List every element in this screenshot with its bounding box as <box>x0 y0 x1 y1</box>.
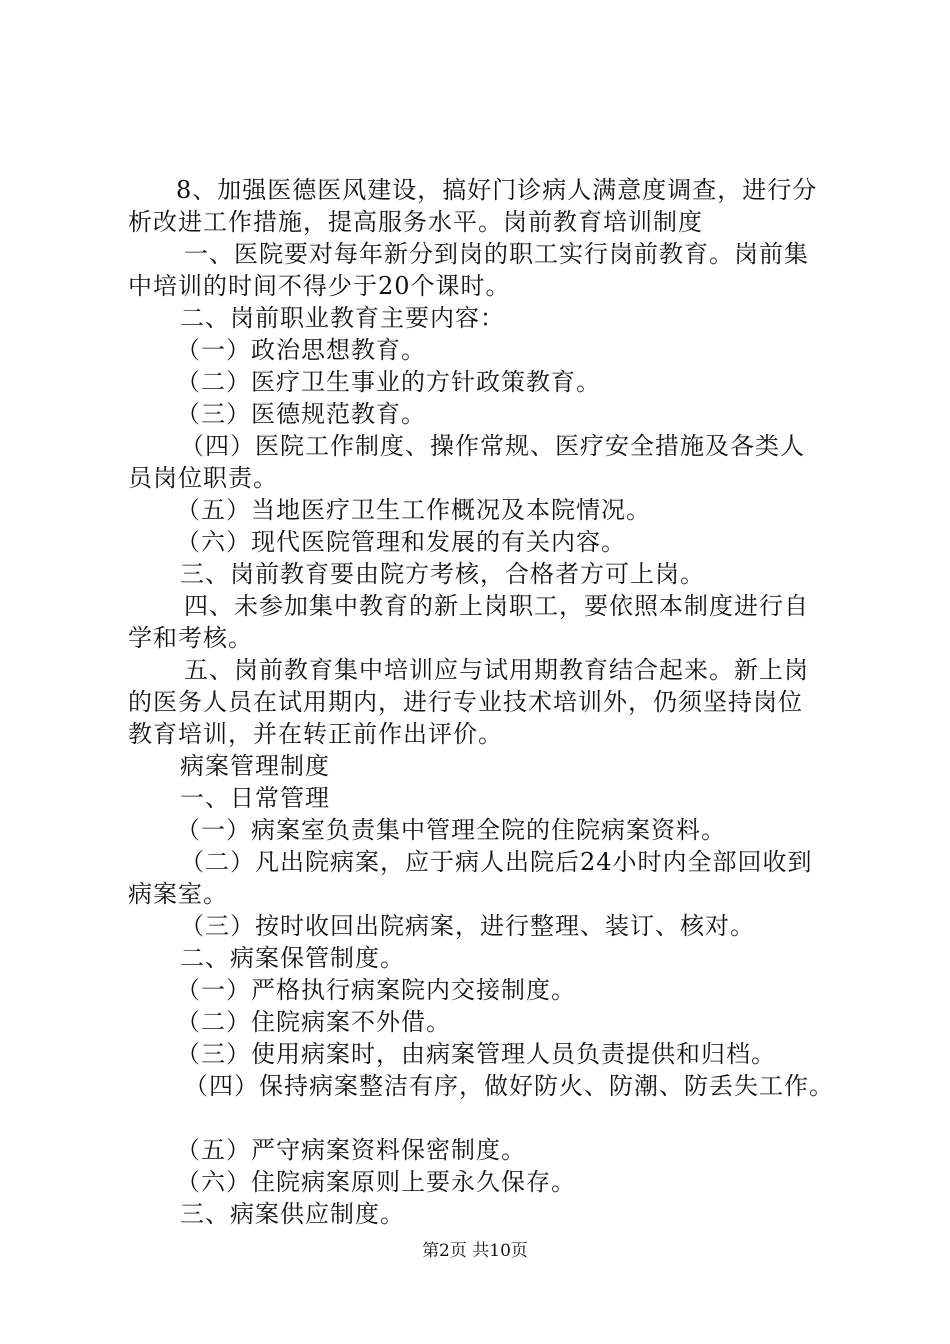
text-line: 的医务人员在试用期内，进行专业技术培训外，仍须坚持岗位 <box>128 688 803 716</box>
text-line: （三）使用病案时，由病案管理人员负责提供和归档。 <box>176 1040 776 1068</box>
text-line: 病案管理制度 <box>180 752 330 780</box>
text-line: 三、病案供应制度。 <box>180 1200 405 1228</box>
text-line: 员岗位职责。 <box>128 464 278 492</box>
text-line: （一）政治思想教育。 <box>176 336 426 364</box>
text-line: 教育培训，并在转正前作出评价。 <box>128 720 503 748</box>
text-line: 四、未参加集中教育的新上岗职工，要依照本制度进行自 <box>184 592 809 620</box>
text-line: 8、加强医德医风建设，搞好门诊病人满意度调查，进行分 <box>176 176 818 204</box>
text-line: （二）住院病案不外借。 <box>176 1008 451 1036</box>
text-line: 病案室。 <box>128 880 228 908</box>
text-line: 一、医院要对每年新分到岗的职工实行岗前教育。岗前集 <box>184 240 809 268</box>
text-line: 一、日常管理 <box>180 784 330 812</box>
text-line: （六）现代医院管理和发展的有关内容。 <box>176 528 626 556</box>
page-footer: 第2页 共10页 <box>422 1241 528 1261</box>
text-line: 五、岗前教育集中培训应与试用期教育结合起来。新上岗 <box>184 656 809 684</box>
text-line: 二、病案保管制度。 <box>180 944 405 972</box>
text-line: （五）严守病案资料保密制度。 <box>176 1136 526 1164</box>
text-line: （三）按时收回出院病案，进行整理、装订、核对。 <box>180 912 755 940</box>
text-line: （四）保持病案整洁有序，做好防火、防潮、防丢失工作。 <box>184 1072 834 1100</box>
text-line: （四）医院工作制度、操作常规、医疗安全措施及各类人 <box>180 432 805 460</box>
text-line: 二、岗前职业教育主要内容： <box>180 304 505 332</box>
document-body <box>128 174 838 1230</box>
text-line: （一）病案室负责集中管理全院的住院病案资料。 <box>176 816 726 844</box>
text-line: 三、岗前教育要由院方考核，合格者方可上岗。 <box>180 560 705 588</box>
text-line: （五）当地医疗卫生工作概况及本院情况。 <box>176 496 651 524</box>
text-line: （六）住院病案原则上要永久保存。 <box>176 1168 576 1196</box>
text-line: 中培训的时间不得少于20个课时。 <box>128 272 511 300</box>
text-line: （二）凡出院病案，应于病人出院后24小时内全部回收到 <box>180 848 813 876</box>
text-line: 析改进工作措施，提高服务水平。岗前教育培训制度 <box>128 208 703 236</box>
text-line: （三）医德规范教育。 <box>176 400 426 428</box>
text-line: 学和考核。 <box>128 624 253 652</box>
blank-line <box>128 1102 838 1134</box>
text-line: （二）医疗卫生事业的方针政策教育。 <box>176 368 601 396</box>
text-line: （一）严格执行病案院内交接制度。 <box>176 976 576 1004</box>
